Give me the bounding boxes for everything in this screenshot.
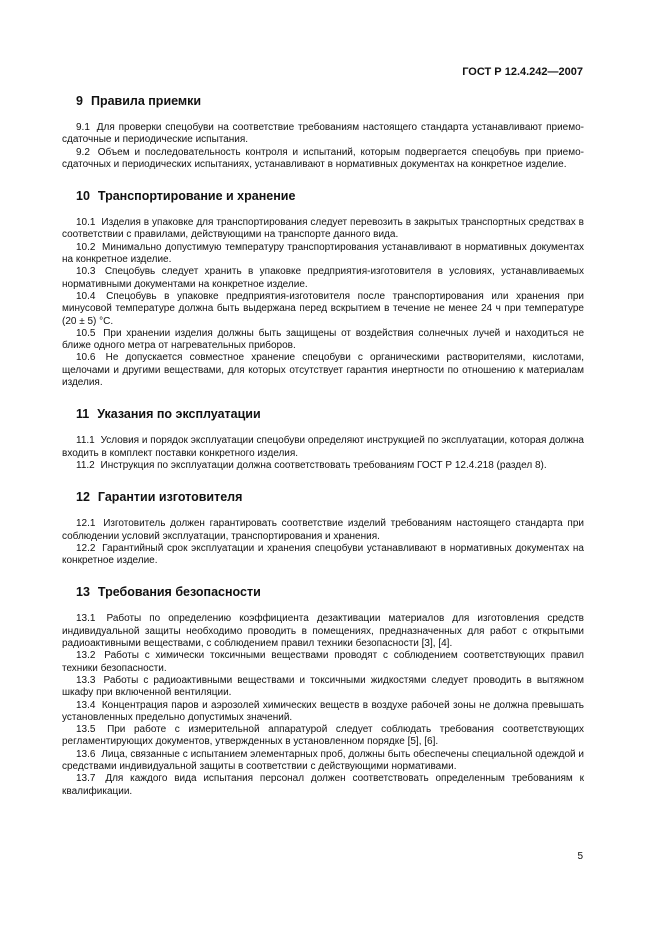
paragraph-text: Объем и последовательность контроля и испытаний, которым подвергается спецобувь при приемо-сдаточных и периодических испытаниях, устанавливают в нормативных документах на конкретное изделие. xyxy=(62,146,585,170)
paragraph-number: 13.6 xyxy=(76,748,96,760)
paragraph xyxy=(62,700,584,725)
paragraph xyxy=(62,291,584,328)
section-11 xyxy=(62,406,584,472)
paragraph xyxy=(62,435,584,460)
paragraph-text: Концентрация паров и аэрозолей химических веществ в воздухе рабочей зоны не должна превышать установленных предельно допустимых значений. xyxy=(62,699,584,723)
paragraph xyxy=(62,613,584,650)
paragraph-number: 10.1 xyxy=(76,217,96,229)
page-number: 5 xyxy=(577,851,583,862)
paragraph xyxy=(62,518,584,543)
paragraph-number: 13.4 xyxy=(76,699,96,711)
section-heading xyxy=(76,584,584,600)
section-number: 10 xyxy=(76,189,90,204)
section-10 xyxy=(62,188,584,389)
paragraph-text: Минимально допустимую температуру транспортирования устанавливают в нормативных документах на конкретное изделие. xyxy=(62,241,585,266)
paragraph-text: Работы с химически токсичными веществами проводят с соблюдением соответствующих правил техники безопасности. xyxy=(62,650,584,674)
section-number: 12 xyxy=(76,490,90,505)
paragraph xyxy=(62,266,584,291)
paragraph-number: 10.2 xyxy=(76,241,96,253)
paragraph-number: 13.7 xyxy=(76,773,96,785)
section-heading xyxy=(76,406,584,422)
section-title: Гарантии изготовителя xyxy=(97,490,243,505)
section-title: Правила приемки xyxy=(90,94,202,108)
paragraph-number: 10.4 xyxy=(76,290,96,302)
section-9 xyxy=(62,93,584,171)
section-title: Транспортирование и хранение xyxy=(97,189,296,204)
section-heading xyxy=(76,93,584,109)
paragraph-number: 11.2 xyxy=(76,459,95,471)
paragraph-text: Гарантийный срок эксплуатации и хранения спецобуви устанавливают в нормативных документах на конкретное изделие. xyxy=(62,542,584,567)
paragraph-text: Спецобувь следует хранить в упаковке предприятия-изготовителя в условиях, устанавливаемых нормативными документами на конкретное изделие. xyxy=(62,266,584,290)
paragraph-text: Не допускается совместное хранение спецобуви с органическими растворителями, кислотами, щелочами и другими веществами, для которых отсутствует гарантия инертности по отношению к материалам изделия. xyxy=(62,352,584,389)
paragraph xyxy=(62,773,584,798)
paragraph-number: 10.5 xyxy=(76,327,96,339)
paragraph-text: Инструкция по эксплуатации должна соответствовать требованиям ГОСТ Р 12.4.218 (раздел 8). xyxy=(100,459,547,471)
paragraph-number: 13.5 xyxy=(76,724,96,736)
paragraph xyxy=(62,675,584,700)
paragraph xyxy=(62,543,584,568)
paragraph xyxy=(62,328,584,353)
section-13 xyxy=(62,584,584,797)
section-number: 13 xyxy=(76,585,90,600)
section-heading xyxy=(76,188,584,204)
paragraph-text: Изготовитель должен гарантировать соответствие изделий требованиям настоящего стандарта при соблюдении условий эксплуатации, транспортирования и хранения. xyxy=(62,518,584,542)
paragraph-text: Лица, связанные с испытанием элементарных проб, должны быть обеспечены специальной одеждой и средствами индивидуальной защиты в соответствии с действующими нормативами. xyxy=(62,748,585,772)
paragraph-number: 12.2 xyxy=(76,542,96,554)
section-heading xyxy=(76,489,584,505)
paragraph-number: 12.1 xyxy=(76,518,96,530)
paragraph-text: Изделия в упаковке для транспортирования следует перевозить в закрытых транспортных средствах в соответствии с правилами, действующими на транспорте данного вида. xyxy=(62,217,584,241)
document-id: ГОСТ Р 12.4.242—2007 xyxy=(462,66,583,78)
paragraph-number: 13.2 xyxy=(76,650,96,662)
paragraph-text: Для каждого вида испытания персонал должен соответствовать определенным требованиям к квалификации. xyxy=(62,773,585,797)
paragraph-number: 10.6 xyxy=(76,352,96,364)
paragraph xyxy=(62,147,584,172)
section-number: 9 xyxy=(76,94,83,108)
paragraph xyxy=(62,460,584,472)
paragraph-number: 10.3 xyxy=(76,266,96,278)
paragraph xyxy=(62,217,584,242)
document-body xyxy=(62,93,584,815)
paragraph-text: При работе с измерительной аппаратурой следует соблюдать требования соответствующих регламентирующих документов, утвержденных в установленном порядке [5], [6]. xyxy=(62,724,585,748)
section-number: 11 xyxy=(76,407,90,422)
paragraph xyxy=(62,242,584,267)
paragraph-text: Для проверки спецобуви на соответствие требованиям настоящего стандарта устанавливают приемо-сдаточные и периодические испытания. xyxy=(62,122,584,146)
paragraph xyxy=(62,724,584,749)
paragraph-number: 11.1 xyxy=(76,435,95,447)
paragraph xyxy=(62,122,584,147)
paragraph-number: 13.1 xyxy=(76,613,96,625)
section-title: Указания по эксплуатации xyxy=(97,407,261,422)
paragraph xyxy=(62,352,584,389)
paragraph-text: Спецобувь в упаковке предприятия-изготовителя после транспортирования или хранения при минусовой температуре должна быть выдержана перед вскрытием в течение не менее 24 ч при температуре (20 ± 5) °С. xyxy=(62,290,585,327)
paragraph-text: Работы с радиоактивными веществами и токсичными жидкостями следует проводить в вытяжном шкафу при включенной вентиляции. xyxy=(62,674,584,699)
section-12 xyxy=(62,489,584,567)
paragraph-text: При хранении изделия должны быть защищены от воздействия солнечных лучей и находиться не ближе одного метра от нагревательных приборов. xyxy=(62,327,585,352)
paragraph-number: 13.3 xyxy=(76,674,96,686)
paragraph-number: 9.1 xyxy=(76,122,90,133)
paragraph-number: 9.2 xyxy=(76,146,90,158)
paragraph xyxy=(62,749,584,774)
paragraph-text: Работы по определению коэффициента дезактивации материалов для изготовления средств индивидуальной защиты необходимо проводить в помещениях, предназначенных для работ с открытыми радиоактивными веществами, с соблюдением правил техники безопасности [3], [4]. xyxy=(62,613,584,650)
paragraph xyxy=(62,650,584,675)
section-title: Требования безопасности xyxy=(97,585,261,600)
paragraph-text: Условия и порядок эксплуатации спецобуви определяют инструкцией по эксплуатации, которая должна входить в комплект поставки конкретного изделия. xyxy=(62,435,584,459)
